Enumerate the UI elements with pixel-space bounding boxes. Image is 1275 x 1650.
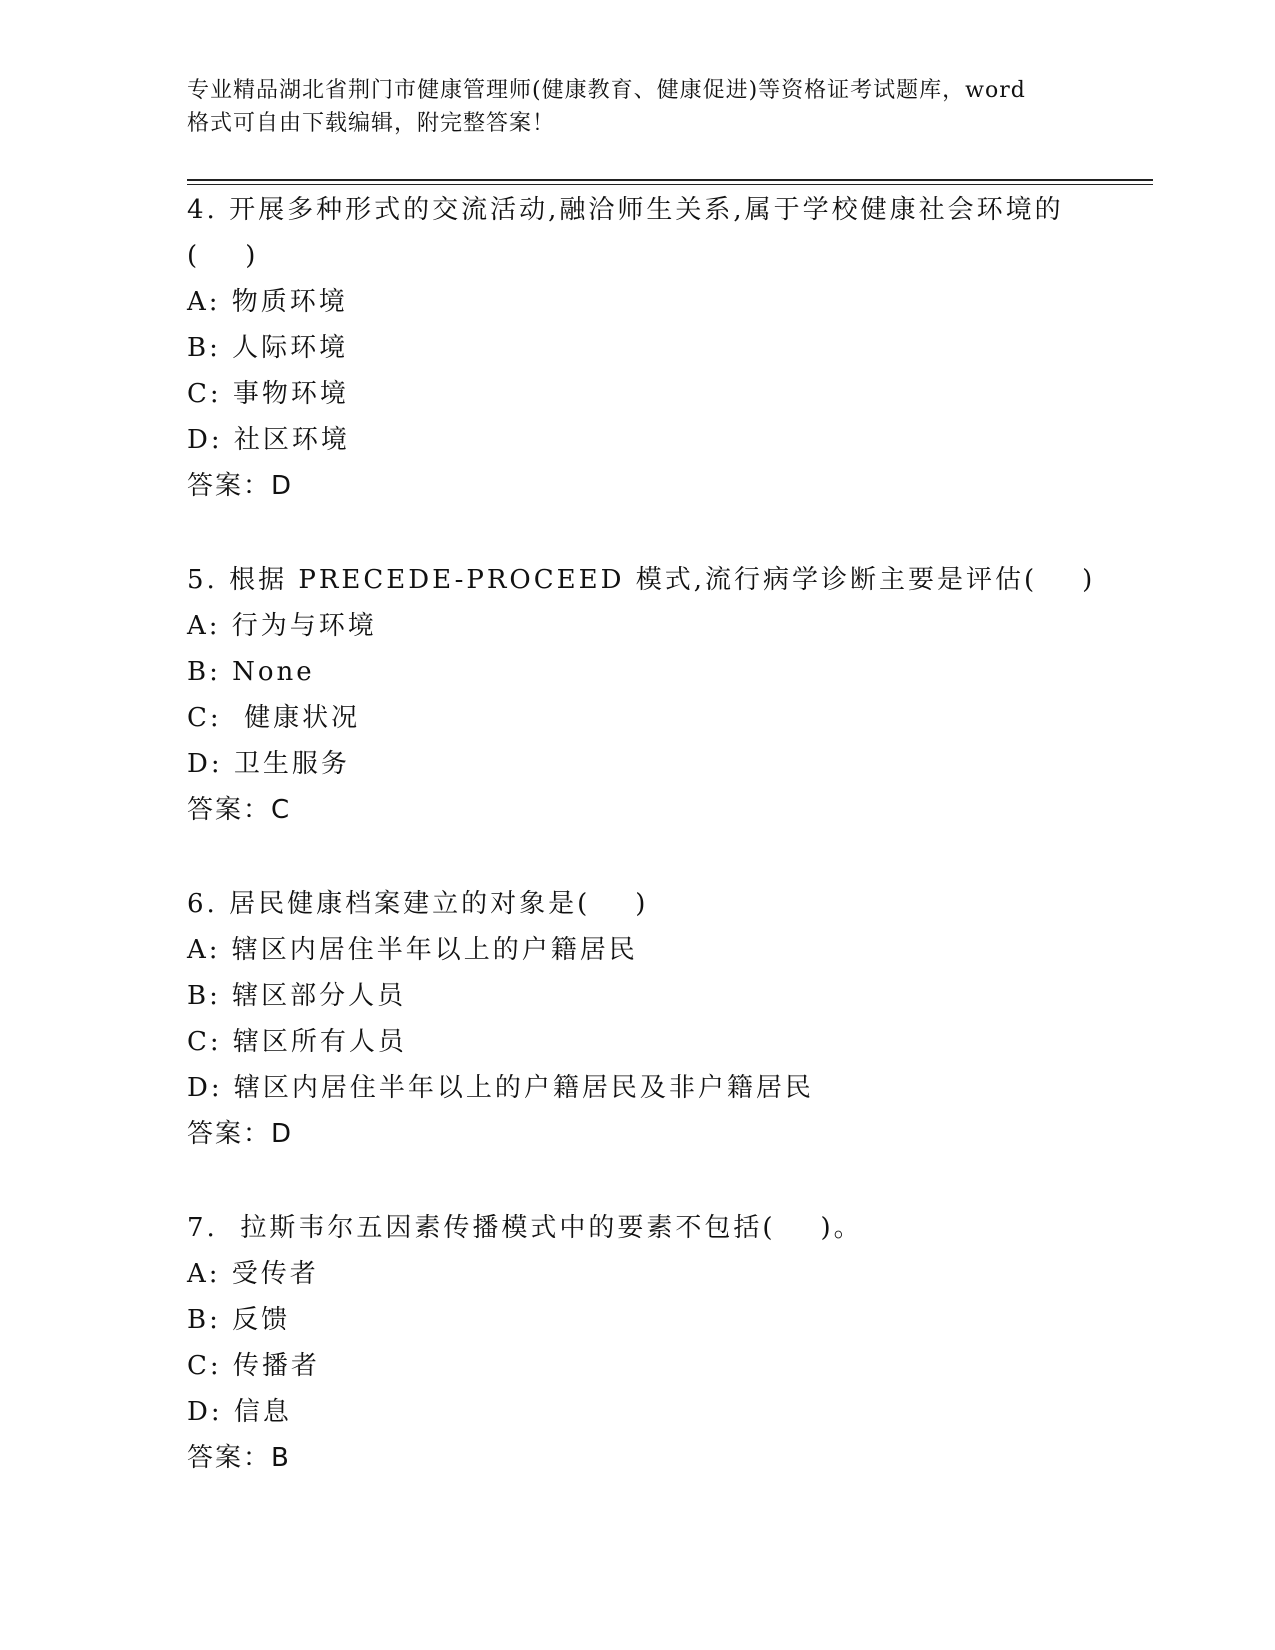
question-stem-continuation: ( )	[187, 241, 259, 271]
question-5	[187, 557, 1147, 833]
option-c: C: 事物环境	[187, 379, 349, 409]
option-b: B: 人际环境	[187, 333, 349, 363]
answer: 答案：D	[187, 1119, 294, 1149]
question-6	[187, 881, 1147, 1157]
option-c: C: 传播者	[187, 1351, 320, 1381]
option-a: A: 行为与环境	[187, 611, 377, 641]
option-c: C: 辖区所有人员	[187, 1027, 407, 1057]
question-stem: 5. 根据 PRECEDE-PROCEED 模式,流行病学诊断主要是评估( )	[187, 565, 1096, 595]
question-stem: 7. 拉斯韦尔五因素传播模式中的要素不包括( )。	[187, 1213, 863, 1243]
option-a: A: 辖区内居住半年以上的户籍居民	[187, 935, 638, 965]
answer: 答案：C	[187, 795, 292, 825]
option-b: B: 反馈	[187, 1305, 291, 1335]
option-c: C: 健康状况	[187, 703, 361, 733]
spacer	[187, 1157, 1147, 1205]
option-d: D: 信息	[187, 1397, 292, 1427]
option-d: D: 辖区内居住半年以上的户籍居民及非户籍居民	[187, 1073, 814, 1103]
option-b: B: None	[187, 657, 315, 687]
question-list	[187, 187, 1147, 1481]
header-line-1: 专业精品湖北省荆门市健康管理师(健康教育、健康促进)等资格证考试题库，word	[187, 78, 1026, 103]
header-line-2: 格式可自由下载编辑，附完整答案！	[187, 111, 556, 136]
question-stem: 6. 居民健康档案建立的对象是( )	[187, 889, 649, 919]
spacer	[187, 509, 1147, 557]
question-4	[187, 187, 1147, 509]
header-divider-thick	[187, 179, 1153, 181]
header-divider-thin	[187, 184, 1153, 185]
answer: 答案：D	[187, 471, 294, 501]
option-a: A: 受传者	[187, 1259, 319, 1289]
option-a: A: 物质环境	[187, 287, 348, 317]
option-d: D: 卫生服务	[187, 749, 350, 779]
option-b: B: 辖区部分人员	[187, 981, 407, 1011]
question-7	[187, 1205, 1147, 1481]
document-header	[187, 74, 1087, 140]
spacer	[187, 833, 1147, 881]
answer: 答案：B	[187, 1443, 291, 1473]
option-d: D: 社区环境	[187, 425, 350, 455]
question-stem: 4. 开展多种形式的交流活动,融洽师生关系,属于学校健康社会环境的	[187, 195, 1064, 225]
